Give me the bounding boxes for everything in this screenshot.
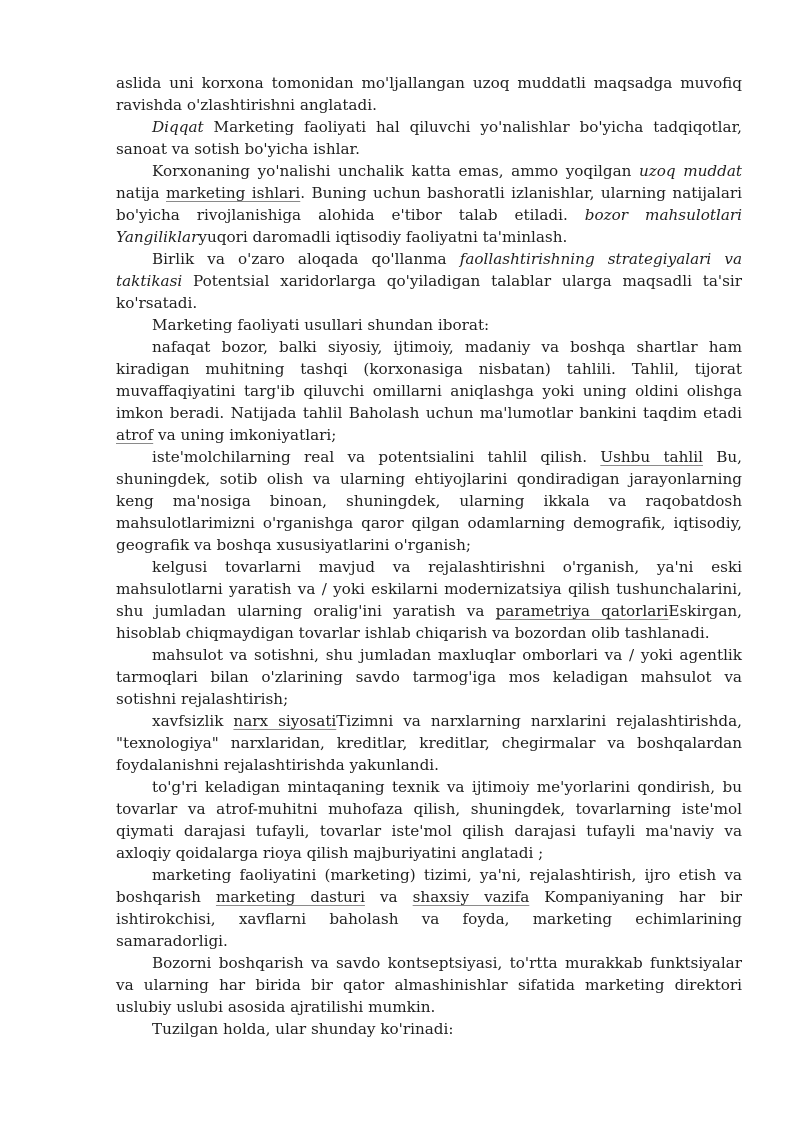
text-run: iste'molchilarning real va potentsialini tahlil qilish. [152,448,601,466]
text-run: Potentsial xaridorlarga qo'yiladigan talablar ularga maqsadli ta'sir ko'rsatadi. [116,272,742,312]
text-run: Bozorni boshqarish va savdo kontseptsiyasi, to'rtta murakkab funktsiyalar va ularning har birida bir qator almashinishlar sifatida marketing direktori uslubiy uslubi asosida ajratilishi mumkin. [116,954,742,1016]
paragraph-p5 [116,314,742,336]
inline-link[interactable]: Ushbu tahlil [600,448,703,466]
paragraph-p7 [116,446,742,556]
text-run: marketing faoliyatini (marketing) tizimi, ya'ni, rejalashtirish, ijro etish va boshqarish [116,866,742,906]
paragraph-p4 [116,248,742,314]
inline-link[interactable]: atrof [116,426,154,444]
text-run: natija [116,184,166,202]
italic-text: faollashtirishning strategiyalari va taktikasi [116,250,743,290]
italic-text: Diqqat [152,118,204,136]
paragraph-p13 [116,952,742,1018]
text-run: Bu, shuningdek, sotib olish va ularning ehtiyojlarini qondiradigan jarayonlarning keng ma'nosiga binoan, shuningdek, ularning ikkala va raqobatdosh mahsulotlarimizni o'rganishga qaror qilgan odamlarning demografik, iqtisodiy, geografik va boshqa xususiyatlarini o'rganish; [116,448,743,554]
paragraph-p9 [116,644,742,710]
text-run: Tuzilgan holda, ular shunday ko'rinadi: [152,1020,454,1038]
text-run: mahsulot va sotishni, shu jumladan maxluqlar omborlari va / yoki agentlik tarmoqlari bilan o'zlarining savdo tarmog'iga mos keladigan mahsulot va sotishni rejalashtirish; [116,646,742,708]
text-run: to'g'ri keladigan mintaqaning texnik va ijtimoiy me'yorlarini qondirish, bu tovarlar va atrof-muhitni muhofaza qilish, shuningdek, tovarlarning iste'mol qiymati darajasi tufayli, tovarlar iste'mol qilish darajasi tufayli ma'naviy va axloqiy qoidalarga rioya qilish majburiyatini anglatadi ; [116,778,742,862]
text-run: kelgusi tovarlarni mavjud va rejalashtirishni o'rganish, ya'ni eski mahsulotlarni yaratish va / yoki eskilarni modernizatsiya qilish tushunchalarini, shu jumladan ularning oralig'ini yaratish va [116,558,742,620]
text-run: Korxonaning yo'nalishi unchalik katta emas, ammo yoqilgan [152,162,639,180]
inline-link[interactable]: shaxsiy vazifa [412,888,530,906]
inline-link[interactable]: marketing dasturi [215,888,365,906]
text-run: va [364,888,413,906]
inline-link[interactable]: marketing ishlari [166,184,301,202]
italic-text: uzoq muddat [639,162,742,180]
italic-text: bozor mahsulotlari Yangiliklar [116,206,742,246]
paragraph-p14 [116,1018,742,1040]
paragraph-p8 [116,556,742,644]
text-run: va uning imkoniyatlari; [153,426,337,444]
text-run: nafaqat bozor, balki siyosiy, ijtimoiy, madaniy va boshqa shartlar ham kiradigan muhitning tashqi (korxonasiga nisbatan) tahlili. Tahlil, tijorat muvaffaqiyatini targ'ib qiluvchi omillarni aniqlashga yoki uning oldini olishga imkon beradi. Natijada tahlil Baholash uchun ma'lumotlar bankini taqdim etadi [116,338,742,422]
inline-link[interactable]: parametriya qatorlari [495,602,669,620]
paragraph-p11 [116,776,742,864]
inline-link[interactable]: narx siyosati [233,712,337,730]
text-run: Kompaniyaning har bir ishtirokchisi, xavflarni baholash va foyda, marketing echimlarining samaradorligi. [116,888,742,950]
text-run: Marketing faoliyati hal qiluvchi yo'nalishlar bo'yicha tadqiqotlar, sanoat va sotish bo'yicha ishlar. [116,118,742,158]
document-body [116,72,742,1040]
text-run: Marketing faoliyati usullari shundan iborat: [152,316,490,334]
paragraph-p3 [116,160,742,248]
text-run: yuqori daromadli iqtisodiy faoliyatni ta'minlash. [198,228,568,246]
text-run: Tizimni va narxlarning narxlarini rejalashtirishda, "texnologiya" narxlaridan, kreditlar, kreditlar, chegirmalar va boshqalardan foydalanishni rejalashtirishda yakunlandi. [116,712,742,774]
text-run: . Buning uchun bashoratli izlanishlar, ularning natijalari bo'yicha rivojlanishiga alohida e'tibor talab etiladi. [116,184,743,224]
text-run: Birlik va o'zaro aloqada qo'llanma [152,250,460,268]
text-run: xavfsizlik [152,712,234,730]
paragraph-p6 [116,336,742,446]
text-run: Eskirgan, hisoblab chiqmaydigan tovarlar ishlab chiqarish va bozordan olib tashlanadi. [116,602,742,642]
paragraph-p1 [116,72,742,116]
text-run: aslida uni korxona tomonidan mo'ljallangan uzoq muddatli maqsadga muvofiq ravishda o'zlashtirishni anglatadi. [116,74,742,114]
paragraph-p2 [116,116,742,160]
paragraph-p12 [116,864,742,952]
paragraph-p10 [116,710,742,776]
